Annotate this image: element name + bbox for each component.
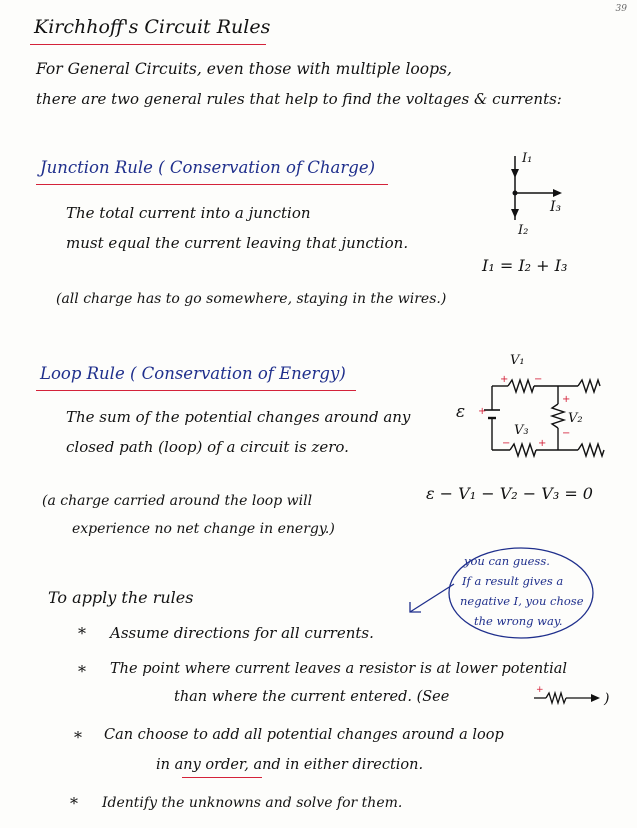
junction-note: (all charge has to go somewhere, staying in the wires.) xyxy=(56,291,447,307)
loop-heading-underline xyxy=(36,390,356,391)
svg-text:+: + xyxy=(500,374,509,385)
apply-item-2: The point where current leaves a resistor is at lower potential xyxy=(110,661,567,677)
apply-item-4: Identify the unknowns and solve for them. xyxy=(102,795,403,811)
bullet-star-2: * xyxy=(78,662,86,681)
loop-label-v3: V₃ xyxy=(514,423,529,438)
svg-text:−: − xyxy=(562,428,571,439)
callout-arrow-icon xyxy=(400,580,460,620)
apply-item-1: Assume directions for all currents. xyxy=(110,624,374,642)
title-underline xyxy=(30,44,266,45)
bullet-star-1: * xyxy=(78,624,86,643)
page-number: 39 xyxy=(615,4,627,14)
svg-text:): ) xyxy=(604,691,610,707)
junction-label-i2: I₂ xyxy=(518,223,529,238)
loop-text-1: The sum of the potential changes around any xyxy=(66,408,411,426)
intro-line-1: For General Circuits, even those with multiple loops, xyxy=(36,60,452,78)
callout-line-1: you can guess. xyxy=(464,554,550,568)
loop-circuit-diagram xyxy=(470,368,630,468)
apply-item-2-cont: than where the current entered. (See xyxy=(174,689,450,705)
junction-equation: I₁ = I₂ + I₃ xyxy=(482,256,568,275)
junction-diagram xyxy=(500,148,570,238)
svg-text:−: − xyxy=(502,438,511,449)
bullet-star-4: * xyxy=(70,794,78,813)
svg-text:+: + xyxy=(536,685,544,695)
loop-note-2: experience no net change in energy.) xyxy=(72,521,335,537)
callout-line-4: the wrong way. xyxy=(474,614,563,628)
loop-equation: ε − V₁ − V₂ − V₃ = 0 xyxy=(426,484,593,503)
svg-text:+: + xyxy=(478,406,487,417)
bullet-star-3: * xyxy=(74,728,82,747)
junction-label-i3: I₃ xyxy=(550,199,562,215)
junction-heading-underline xyxy=(36,184,388,185)
resistor-arrow-icon xyxy=(532,684,616,710)
loop-label-v2: V₂ xyxy=(568,411,583,426)
junction-text-1: The total current into a junction xyxy=(66,204,311,222)
svg-text:−: − xyxy=(534,374,543,385)
apply-item-3-cont: in any order, and in either direction. xyxy=(156,757,424,773)
svg-text:+: + xyxy=(538,438,547,449)
junction-label-i1: I₁ xyxy=(522,151,533,166)
junction-rule-heading: Junction Rule ( Conservation of Charge) xyxy=(40,158,376,177)
callout-line-2: If a result gives a xyxy=(462,574,564,588)
callout-line-3: negative I, you chose xyxy=(460,594,584,608)
loop-rule-heading: Loop Rule ( Conservation of Energy) xyxy=(40,364,346,383)
loop-text-2: closed path (loop) of a circuit is zero. xyxy=(66,438,349,456)
junction-text-2: must equal the current leaving that junction. xyxy=(66,234,409,252)
apply-heading: To apply the rules xyxy=(48,588,194,607)
apply-item-3: Can choose to add all potential changes around a loop xyxy=(104,727,504,743)
any-order-underline xyxy=(182,777,262,778)
loop-label-emf: ε xyxy=(456,402,466,422)
loop-note-1: (a charge carried around the loop will xyxy=(42,493,313,509)
page-title: Kirchhoff's Circuit Rules xyxy=(34,16,271,38)
svg-text:+: + xyxy=(562,394,571,405)
loop-label-v1: V₁ xyxy=(510,353,525,368)
intro-line-2: there are two general rules that help to find the voltages & currents: xyxy=(36,90,562,108)
